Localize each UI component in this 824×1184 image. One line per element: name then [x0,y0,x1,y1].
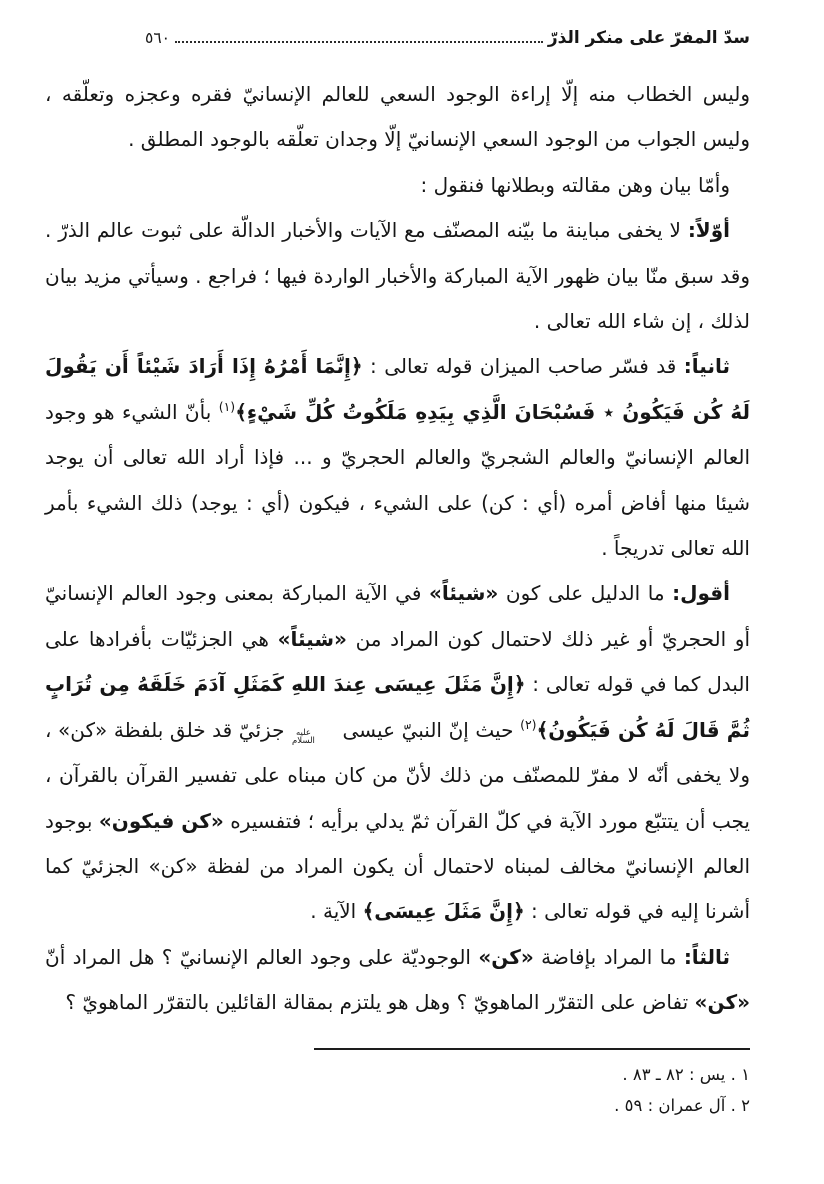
footnote-separator [314,1048,750,1050]
footnotes-section [45,1048,750,1121]
emphasis-text: «كن» [478,944,534,969]
page-number: ٥٦٠ [145,29,170,47]
quran-verse: ﴿إِنَّمَا أَمْرُهُ إِذَا أَرَادَ شَيْئاً أَن يَقُولَ لَهُ كُن فَيَكُونُ ٭ فَسُبْحَانَ الَّذِي بِيَدِهِ مَلَكُوتُ كُلِّ شَيْءٍ﴾ [45,354,750,424]
body-run: بأنّ الشيء هو وجود العالم الإنسانيّ والعالم الشجريّ والعالم الحجريّ و ... فإذا أراد الله تعالى أن يوجد شيئا منها أفاض أمره (أي : كن) على الشيء ، فيكون (أي : يوجد) ذلك الشيء بأمر الله تعالى تدريجاً . [45,399,750,561]
body-run: هي الجزئيّات بأفرادها على البدل كما في قوله تعالى : [45,626,750,697]
paragraph [45,935,750,1026]
body-run: جزئيّ قد خلق بلفظة «كن» ، ولا يخفى أنّه لا مفرّ للمصنّف من ذلك لأنّ من كان مبناه على تفسير القرآن بالقرآن ، يجب أن يتتبّع مورد الآية في كلّ القرآن ثمّ يدلي برأيه ؛ فتفسيره [45,717,750,833]
body-run: قد فسّر صاحب الميزان قوله تعالى : [362,354,684,379]
paragraph [45,344,750,571]
emphasis-text: «كن» [694,990,750,1015]
emphasis-text: ثالثاً: [683,944,731,969]
footnote-ref: (٢) [520,716,537,732]
body-run: وليس الخطاب منه إلّا إراءة الوجود السعي للعالم الإنسانيّ فقره وعجزه وتعلّقه ، وليس الجواب من الوجود السعي الإنسانيّ إلّا وجدان تعلّقه بالوجود المطلق . [45,82,750,152]
body-run: ما المراد بإفاضة [533,944,684,969]
body-run: وأمّا بيان وهن مقالته وبطلانها فنقول : [420,172,730,197]
footnote: ٢ . آل عمران : ٥٩ . [614,1095,750,1115]
emphasis-text: «كن فيكون» [98,808,224,833]
emphasis-text: «شيئاً» [428,581,499,606]
paragraph [45,571,750,934]
paragraph [45,72,750,163]
footnote: ١ . يس : ٨٢ ـ ٨٣ . [622,1064,750,1084]
emphasis-text: أقول: [672,581,730,606]
emphasis-text: أوّلاً: [687,218,730,243]
body-run: حيث إنّ النبيّ عيسى [335,717,521,742]
body-run: بوجود العالم الإنسانيّ مخالف لمبناه لاحتمال أن يكون المراد من لفظة «كن» الجزئيّ كما أشرنا إليه في قوله تعالى : [45,808,750,924]
body-run: الآية . [310,899,363,924]
emphasis-text: «شيئاً» [277,626,347,651]
footnote-list [45,1059,750,1121]
alayhis-salam-symbol: عليه السلام [292,727,315,746]
body-text [45,72,750,1026]
body-run: في الآية المباركة بمعنى وجود العالم الإنسانيّ أو الحجريّ أو غير ذلك لاحتمال كون المراد من [45,581,750,651]
paragraph [45,163,750,208]
body-run: الوجوديّة على وجود العالم الإنسانيّ ؟ هل المراد أنّ [45,944,479,969]
quran-verse: ﴿إِنَّ مَثَلَ عِيسَى عِندَ اللهِ كَمَثَلِ آدَمَ خَلَقَهُ مِن تُرَابٍ ثُمَّ قَالَ لَهُ كُن فَيَكُونُ﴾ [45,672,751,742]
page-header [45,28,750,48]
dots-leader [175,41,543,43]
footnote-ref: (١) [218,398,236,414]
running-title: سدّ المفرّ على منكر الذرّ [547,28,750,48]
emphasis-text: ثانياً: [683,354,730,379]
page-content [45,28,750,1121]
body-run: تفاض على التقرّر الماهويّ ؟ وهل هو يلتزم بمقالة القائلين بالتقرّر الماهويّ ؟ [65,990,695,1015]
paragraph [45,208,750,344]
body-run: ما الدليل على كون [498,581,673,606]
quran-verse: ﴿إِنَّ مَثَلَ عِيسَى﴾ [362,899,525,924]
body-run: لا يخفى مباينة ما بيّنه المصنّف مع الآيات والأخبار الدالّة على ثبوت عالم الذرّ . وقد سبق منّا بيان ظهور الآية المباركة والأخبار الواردة فيها ؛ فراجع . وسيأتي مزيد بيان لذلك ، إن شاء الله تعالى . [45,218,750,334]
